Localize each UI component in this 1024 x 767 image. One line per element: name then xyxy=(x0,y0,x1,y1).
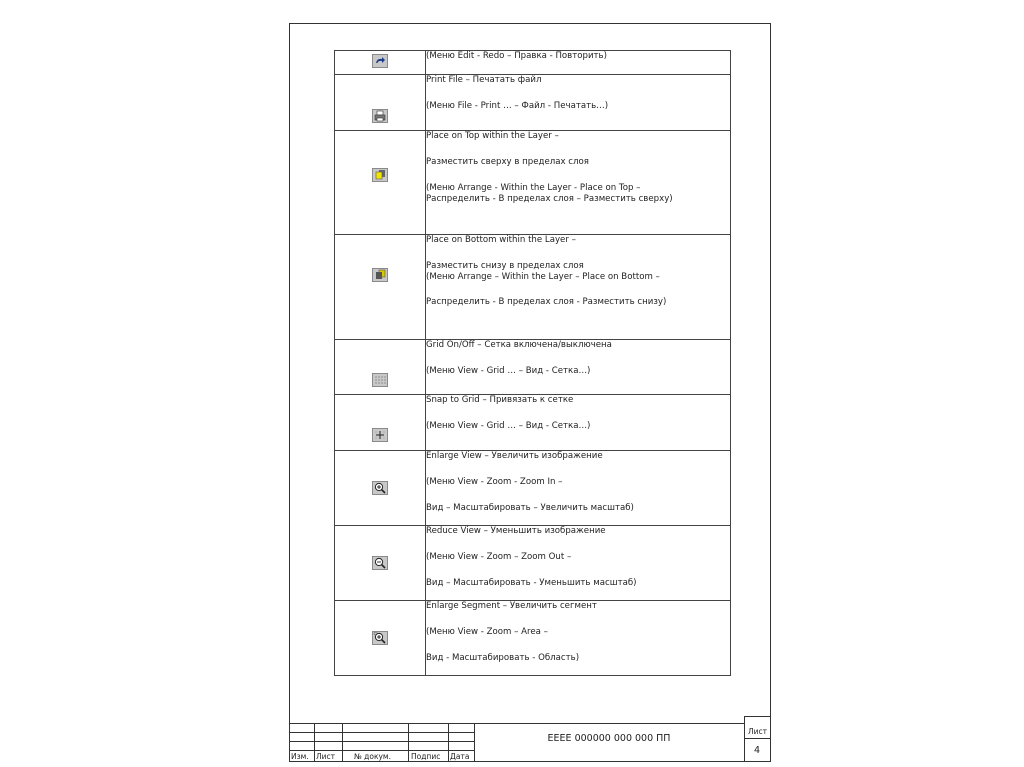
description-line: (Меню View - Grid … – Вид - Сетка…) xyxy=(426,366,591,376)
table-row xyxy=(335,340,731,395)
description-line: (Меню Edit - Redo – Правка - Повторить) xyxy=(426,51,607,61)
description-cell xyxy=(426,601,731,676)
table-row xyxy=(335,601,731,676)
title-block xyxy=(290,723,770,761)
document-code: ЕЕЕЕ 000000 000 000 ПП xyxy=(547,733,671,744)
description-line xyxy=(426,612,730,627)
description-line: (Меню View - Zoom - Zoom In – xyxy=(426,477,563,487)
icon-cell xyxy=(335,601,426,676)
table-row xyxy=(335,51,731,75)
description-line: (Меню View - Zoom – Area – xyxy=(426,627,548,637)
description-line: Enlarge View – Увеличить изображение xyxy=(426,451,603,461)
description-line: Распределить - В пределах слоя - Разместить снизу) xyxy=(426,297,667,307)
icon-cell xyxy=(335,340,426,395)
snap-to-grid-icon xyxy=(372,428,388,442)
zoom-in-icon xyxy=(372,481,388,495)
description-line xyxy=(426,168,730,183)
description-line: Распределить - В пределах слоя – Разместить сверху) xyxy=(426,194,673,204)
stamp-izm-label: Изм. xyxy=(291,752,309,761)
description-line: (Меню Arrange - Within the Layer - Place on Top – xyxy=(426,183,641,193)
document-sheet xyxy=(289,23,771,762)
description-line xyxy=(426,462,730,477)
stamp-sheet-label: Лист xyxy=(748,727,768,736)
description-line: Grid On/Off – Сетка включена/выключена xyxy=(426,340,612,350)
description-cell xyxy=(426,51,731,75)
description-line: Reduce View – Уменьшить изображение xyxy=(426,526,606,536)
table-row xyxy=(335,395,731,451)
table-row xyxy=(335,235,731,340)
description-cell xyxy=(426,131,731,235)
description-line: Разместить снизу в пределах слоя xyxy=(426,261,584,271)
table-row xyxy=(335,451,731,526)
icon-cell xyxy=(335,451,426,526)
description-line: Enlarge Segment – Увеличить сегмент xyxy=(426,601,597,611)
grid-icon xyxy=(372,373,388,387)
stamp-doc-no-label: № докум. xyxy=(354,752,391,761)
description-line xyxy=(426,246,730,261)
table-row xyxy=(335,526,731,601)
description-line xyxy=(426,351,730,366)
icon-cell xyxy=(335,235,426,340)
zoom-out-icon xyxy=(372,556,388,570)
table-row xyxy=(335,75,731,131)
description-line: (Меню Arrange – Within the Layer – Place on Bottom – xyxy=(426,272,660,282)
description-line: Вид – Масштабировать - Уменьшить масштаб) xyxy=(426,578,637,588)
description-line: Place on Top within the Layer – xyxy=(426,131,559,141)
description-line: (Меню View - Grid … – Вид - Сетка…) xyxy=(426,421,591,431)
description-cell xyxy=(426,526,731,601)
redo-icon xyxy=(372,54,388,68)
description-line: Разместить сверху в пределах слоя xyxy=(426,157,589,167)
icon-cell xyxy=(335,51,426,75)
description-line: (Меню View - Zoom – Zoom Out – xyxy=(426,552,572,562)
stamp-sign-label: Подпис xyxy=(411,752,441,761)
description-line xyxy=(426,537,730,552)
description-cell xyxy=(426,235,731,340)
print-icon xyxy=(372,109,388,123)
icon-cell xyxy=(335,131,426,235)
description-cell xyxy=(426,75,731,131)
icon-cell xyxy=(335,75,426,131)
place-on-bottom-icon xyxy=(372,268,388,282)
description-line xyxy=(426,86,730,101)
place-on-top-icon xyxy=(372,168,388,182)
toolbar-commands-table xyxy=(334,50,731,676)
description-line xyxy=(426,282,730,297)
stamp-list-label: Лист xyxy=(316,752,336,761)
description-line xyxy=(426,406,730,421)
table-row xyxy=(335,131,731,235)
zoom-area-icon xyxy=(372,631,388,645)
description-line: Вид - Масштабировать - Область) xyxy=(426,653,580,663)
sheet-number: 4 xyxy=(754,745,761,756)
description-line xyxy=(426,142,730,157)
description-line: Place on Bottom within the Layer – xyxy=(426,235,576,245)
description-line: Snap to Grid – Привязать к сетке xyxy=(426,395,574,405)
stamp-date-label: Дата xyxy=(450,752,470,761)
description-line: Print File – Печатать файл xyxy=(426,75,542,85)
description-cell xyxy=(426,451,731,526)
description-line: Вид – Масштабировать – Увеличить масштаб) xyxy=(426,503,634,513)
icon-cell xyxy=(335,526,426,601)
description-line xyxy=(426,488,730,503)
description-line xyxy=(426,563,730,578)
description-cell xyxy=(426,395,731,451)
description-line: (Меню File - Print … – Файл - Печатать…) xyxy=(426,101,609,111)
icon-cell xyxy=(335,395,426,451)
description-line xyxy=(426,638,730,653)
description-cell xyxy=(426,340,731,395)
